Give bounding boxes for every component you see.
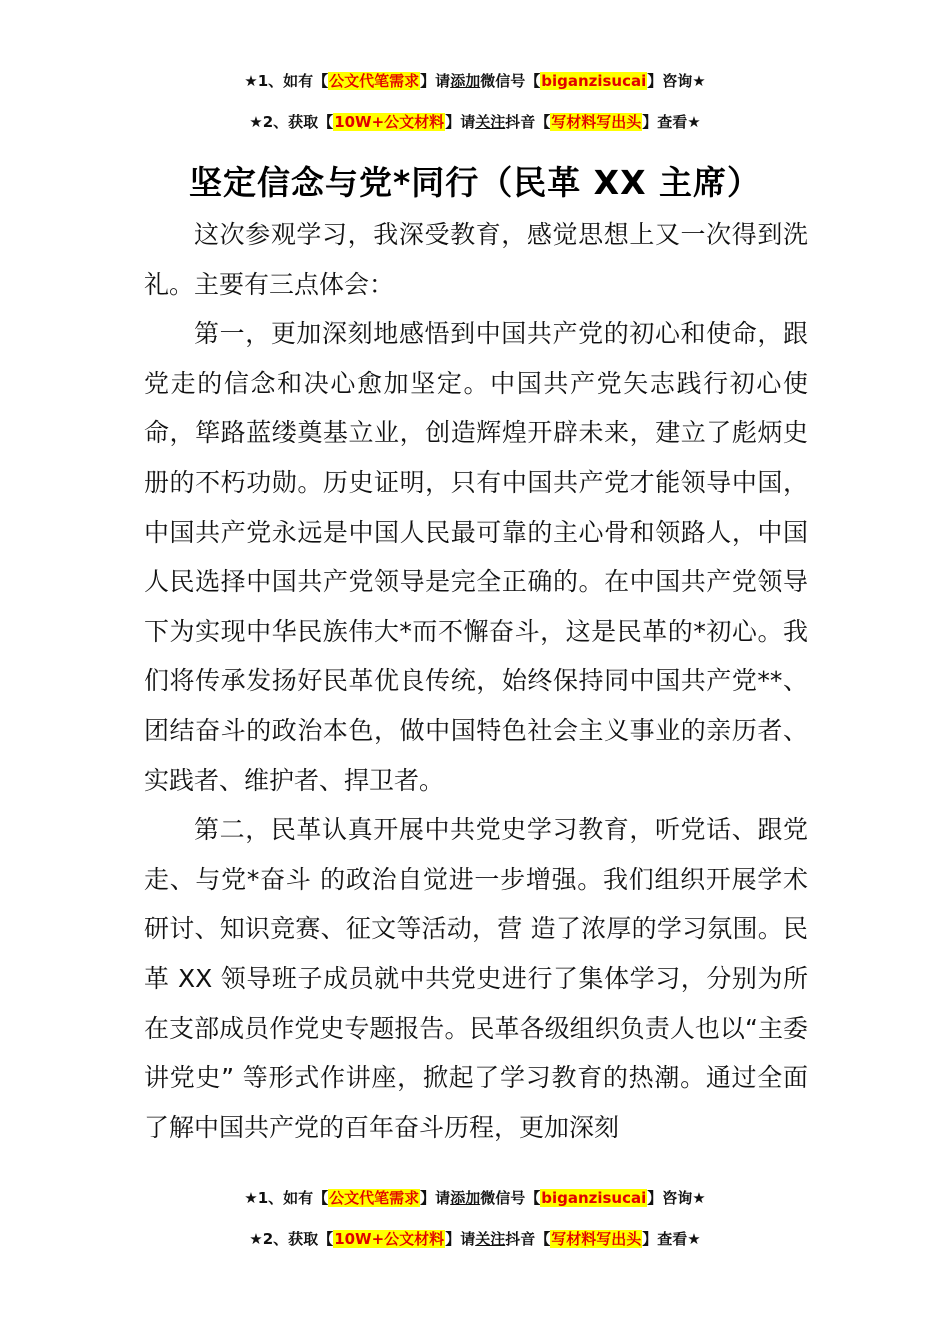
banner-highlight: 写材料写出头	[551, 1230, 642, 1248]
banner-text: ★1、如有【	[244, 1189, 329, 1207]
banner-underline: 关注	[475, 1230, 506, 1248]
banner-text: 】查看★	[642, 113, 701, 131]
banner-highlight: 公文代笔需求	[329, 72, 420, 90]
banner-underline: 添加	[450, 1189, 481, 1207]
banner-text: 抖音【	[505, 1230, 551, 1248]
document-body	[144, 210, 808, 1152]
paragraph-first-point: 第一，更加深刻地感悟到中国共产党的初心和使命，跟党走的信念和决心愈加坚定。中国共产党矢志践行初心使命，筚路蓝缕奠基立业，创造辉煌开辟未来，建立了彪炳史册的不朽功勋。历史证明，只有中国共产党才能领导中国， 中国共产党永远是中国人民最可靠的主心骨和领路人，中国人民选择中国共产党领导是完全正确的。在中国共产党领导下为实现中华民族伟大*而不懈奋斗，这是民革的*初心。我们将传承发扬好民革优良传统，始终保持同中国共产党**、团结奋斗的政治本色，做中国特色社会主义事业的亲历者、实践者、维护者、捍卫者。	[144, 319, 808, 795]
banner-text: 微信号【	[480, 72, 541, 90]
banner-highlight: biganzisucai	[541, 72, 647, 90]
document-title: 坚定信念与党*同行（民革 XX 主席）	[188, 163, 762, 202]
top-banner-line-1	[0, 70, 950, 92]
banner-highlight: 公文代笔需求	[329, 1189, 420, 1207]
banner-text: ★2、获取【	[249, 113, 334, 131]
banner-highlight: 10W+公文材料	[334, 1230, 445, 1248]
paragraph-intro: 这次参观学习，我深受教育，感觉思想上又一次得到洗礼。主要有三点体会：	[144, 220, 808, 299]
banner-text: 】咨询★	[647, 1189, 706, 1207]
banner-highlight: biganzisucai	[541, 1189, 647, 1207]
banner-underline: 关注	[475, 113, 506, 131]
banner-highlight: 10W+公文材料	[334, 113, 445, 131]
paragraph-second-point: 第二，民革认真开展中共党史学习教育，听党话、跟党走、与党*奋斗 的政治自觉进一步增强。我们组织开展学术研讨、知识竞赛、征文等活动，营 造了浓厚的学习氛围。民革 XX 领导班子成员就中共党史进行了集体学习，分别为所在支部成员作党史专题报告。民革各级组织负责人也以“主委讲党史” 等形式作讲座，掀起了学习教育的热潮。通过全面了解中国共产党的百年奋斗历程，更加深刻	[144, 815, 808, 1142]
banner-underline: 添加	[450, 72, 481, 90]
banner-text: ★2、获取【	[249, 1230, 334, 1248]
bottom-banner-line-2	[0, 1228, 950, 1250]
banner-text: 】请	[445, 113, 476, 131]
banner-text: 】请	[420, 72, 451, 90]
bottom-banner-line-1	[0, 1187, 950, 1209]
banner-text: 】查看★	[642, 1230, 701, 1248]
banner-text: 抖音【	[505, 113, 551, 131]
banner-text: 】请	[445, 1230, 476, 1248]
banner-text: 】请	[420, 1189, 451, 1207]
banner-text: 微信号【	[480, 1189, 541, 1207]
top-banner-line-2	[0, 111, 950, 133]
banner-text: 】咨询★	[647, 72, 706, 90]
banner-text: ★1、如有【	[244, 72, 329, 90]
banner-highlight: 写材料写出头	[551, 113, 642, 131]
